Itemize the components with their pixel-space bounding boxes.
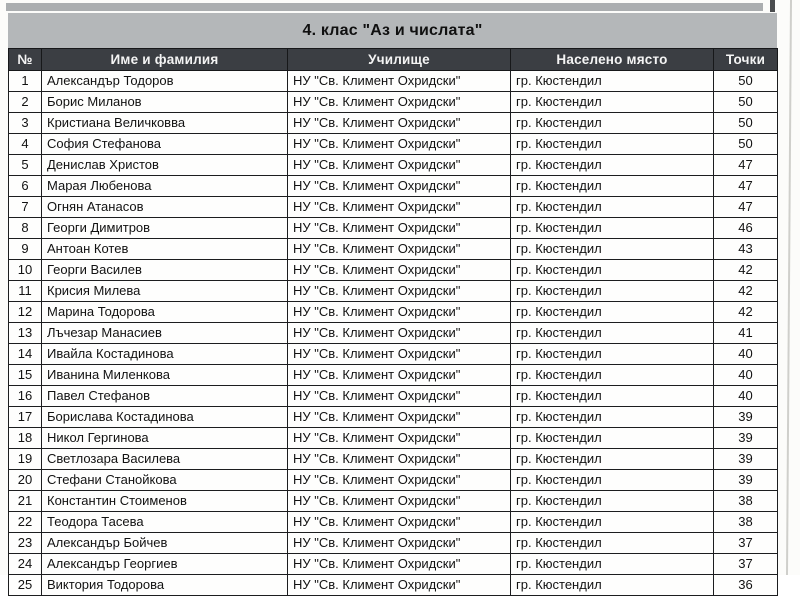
row-number: 1 xyxy=(9,71,42,92)
school: НУ "Св. Климент Охридски" xyxy=(288,323,511,344)
table-row xyxy=(9,386,778,407)
table-row xyxy=(9,302,778,323)
header-name: Име и фамилия xyxy=(42,49,288,71)
table-row xyxy=(9,428,778,449)
settlement: гр. Кюстендил xyxy=(511,554,714,575)
student-name: Павел Стефанов xyxy=(42,386,288,407)
row-number: 17 xyxy=(9,407,42,428)
table-row xyxy=(9,512,778,533)
row-number: 23 xyxy=(9,533,42,554)
table-row xyxy=(9,239,778,260)
table-row xyxy=(9,449,778,470)
row-number: 8 xyxy=(9,218,42,239)
scan-artifact-corner-mark xyxy=(770,0,775,12)
results-table xyxy=(8,48,778,596)
settlement: гр. Кюстендил xyxy=(511,407,714,428)
points: 38 xyxy=(714,512,778,533)
table-row xyxy=(9,176,778,197)
points: 36 xyxy=(714,575,778,596)
school: НУ "Св. Климент Охридски" xyxy=(288,428,511,449)
table-row xyxy=(9,323,778,344)
student-name: Лъчезар Манасиев xyxy=(42,323,288,344)
table-title-bar xyxy=(8,13,777,48)
scan-artifact-top-strip xyxy=(6,3,763,11)
student-name: София Стефанова xyxy=(42,134,288,155)
table-row xyxy=(9,491,778,512)
points: 50 xyxy=(714,113,778,134)
row-number: 11 xyxy=(9,281,42,302)
row-number: 4 xyxy=(9,134,42,155)
school: НУ "Св. Климент Охридски" xyxy=(288,71,511,92)
row-number: 9 xyxy=(9,239,42,260)
points: 39 xyxy=(714,449,778,470)
points: 50 xyxy=(714,134,778,155)
table-title: 4. клас "Аз и числата" xyxy=(302,21,483,39)
student-name: Александър Тодоров xyxy=(42,71,288,92)
table-row xyxy=(9,533,778,554)
table-row xyxy=(9,344,778,365)
row-number: 12 xyxy=(9,302,42,323)
school: НУ "Св. Климент Охридски" xyxy=(288,176,511,197)
table-row xyxy=(9,554,778,575)
points: 46 xyxy=(714,218,778,239)
points: 42 xyxy=(714,302,778,323)
school: НУ "Св. Климент Охридски" xyxy=(288,449,511,470)
table-row xyxy=(9,407,778,428)
settlement: гр. Кюстендил xyxy=(511,71,714,92)
table-row xyxy=(9,575,778,596)
table-row xyxy=(9,113,778,134)
points: 41 xyxy=(714,323,778,344)
student-name: Иванина Миленкова xyxy=(42,365,288,386)
school: НУ "Св. Климент Охридски" xyxy=(288,302,511,323)
settlement: гр. Кюстендил xyxy=(511,113,714,134)
row-number: 25 xyxy=(9,575,42,596)
school: НУ "Св. Климент Охридски" xyxy=(288,260,511,281)
table-header-row xyxy=(9,49,778,71)
points: 50 xyxy=(714,71,778,92)
points: 47 xyxy=(714,176,778,197)
settlement: гр. Кюстендил xyxy=(511,176,714,197)
row-number: 19 xyxy=(9,449,42,470)
header-school: Училище xyxy=(288,49,511,71)
school: НУ "Св. Климент Охридски" xyxy=(288,407,511,428)
header-settlement: Населено място xyxy=(511,49,714,71)
settlement: гр. Кюстендил xyxy=(511,470,714,491)
table-row xyxy=(9,260,778,281)
student-name: Стефани Станойкова xyxy=(42,470,288,491)
student-name: Марина Тодорова xyxy=(42,302,288,323)
row-number: 13 xyxy=(9,323,42,344)
table-row xyxy=(9,92,778,113)
school: НУ "Св. Климент Охридски" xyxy=(288,239,511,260)
row-number: 22 xyxy=(9,512,42,533)
table-row xyxy=(9,197,778,218)
points: 39 xyxy=(714,428,778,449)
header-points: Точки xyxy=(714,49,778,71)
settlement: гр. Кюстендил xyxy=(511,155,714,176)
school: НУ "Св. Климент Охридски" xyxy=(288,386,511,407)
settlement: гр. Кюстендил xyxy=(511,260,714,281)
student-name: Марая Любенова xyxy=(42,176,288,197)
school: НУ "Св. Климент Охридски" xyxy=(288,554,511,575)
student-name: Александър Георгиев xyxy=(42,554,288,575)
table-row xyxy=(9,134,778,155)
row-number: 21 xyxy=(9,491,42,512)
school: НУ "Св. Климент Охридски" xyxy=(288,344,511,365)
settlement: гр. Кюстендил xyxy=(511,218,714,239)
settlement: гр. Кюстендил xyxy=(511,92,714,113)
student-name: Виктория Тодорова xyxy=(42,575,288,596)
row-number: 15 xyxy=(9,365,42,386)
row-number: 2 xyxy=(9,92,42,113)
row-number: 5 xyxy=(9,155,42,176)
row-number: 20 xyxy=(9,470,42,491)
school: НУ "Св. Климент Охридски" xyxy=(288,512,511,533)
points: 38 xyxy=(714,491,778,512)
table-row xyxy=(9,470,778,491)
points: 50 xyxy=(714,92,778,113)
row-number: 24 xyxy=(9,554,42,575)
table-row xyxy=(9,71,778,92)
row-number: 18 xyxy=(9,428,42,449)
student-name: Александър Бойчев xyxy=(42,533,288,554)
school: НУ "Св. Климент Охридски" xyxy=(288,533,511,554)
student-name: Георги Димитров xyxy=(42,218,288,239)
student-name: Крисия Милева xyxy=(42,281,288,302)
school: НУ "Св. Климент Охридски" xyxy=(288,113,511,134)
settlement: гр. Кюстендил xyxy=(511,428,714,449)
points: 39 xyxy=(714,470,778,491)
settlement: гр. Кюстендил xyxy=(511,533,714,554)
header-number: № xyxy=(9,49,42,71)
settlement: гр. Кюстендил xyxy=(511,449,714,470)
settlement: гр. Кюстендил xyxy=(511,491,714,512)
scan-artifact-page-edge xyxy=(786,0,792,575)
settlement: гр. Кюстендил xyxy=(511,386,714,407)
student-name: Борис Миланов xyxy=(42,92,288,113)
points: 37 xyxy=(714,554,778,575)
school: НУ "Св. Климент Охридски" xyxy=(288,281,511,302)
points: 47 xyxy=(714,155,778,176)
school: НУ "Св. Климент Охридски" xyxy=(288,218,511,239)
student-name: Борислава Костадинова xyxy=(42,407,288,428)
student-name: Константин Стоименов xyxy=(42,491,288,512)
table-row xyxy=(9,281,778,302)
student-name: Огнян Атанасов xyxy=(42,197,288,218)
settlement: гр. Кюстендил xyxy=(511,575,714,596)
points: 40 xyxy=(714,365,778,386)
row-number: 16 xyxy=(9,386,42,407)
settlement: гр. Кюстендил xyxy=(511,239,714,260)
points: 43 xyxy=(714,239,778,260)
school: НУ "Св. Климент Охридски" xyxy=(288,491,511,512)
settlement: гр. Кюстендил xyxy=(511,302,714,323)
student-name: Никол Гергинова xyxy=(42,428,288,449)
points: 40 xyxy=(714,344,778,365)
settlement: гр. Кюстендил xyxy=(511,323,714,344)
student-name: Теодора Тасева xyxy=(42,512,288,533)
school: НУ "Св. Климент Охридски" xyxy=(288,134,511,155)
school: НУ "Св. Климент Охридски" xyxy=(288,197,511,218)
school: НУ "Св. Климент Охридски" xyxy=(288,575,511,596)
points: 40 xyxy=(714,386,778,407)
settlement: гр. Кюстендил xyxy=(511,134,714,155)
settlement: гр. Кюстендил xyxy=(511,344,714,365)
row-number: 3 xyxy=(9,113,42,134)
row-number: 14 xyxy=(9,344,42,365)
school: НУ "Св. Климент Охридски" xyxy=(288,365,511,386)
student-name: Светлозара Василева xyxy=(42,449,288,470)
points: 39 xyxy=(714,407,778,428)
student-name: Кристиана Величковва xyxy=(42,113,288,134)
student-name: Георги Василев xyxy=(42,260,288,281)
settlement: гр. Кюстендил xyxy=(511,365,714,386)
school: НУ "Св. Климент Охридски" xyxy=(288,155,511,176)
student-name: Ивайла Костадинова xyxy=(42,344,288,365)
row-number: 7 xyxy=(9,197,42,218)
points: 47 xyxy=(714,197,778,218)
points: 37 xyxy=(714,533,778,554)
student-name: Антоан Котев xyxy=(42,239,288,260)
row-number: 10 xyxy=(9,260,42,281)
table-row xyxy=(9,365,778,386)
row-number: 6 xyxy=(9,176,42,197)
student-name: Денислав Христов xyxy=(42,155,288,176)
settlement: гр. Кюстендил xyxy=(511,281,714,302)
table-body xyxy=(9,71,778,596)
points: 42 xyxy=(714,260,778,281)
settlement: гр. Кюстендил xyxy=(511,512,714,533)
table-row xyxy=(9,218,778,239)
school: НУ "Св. Климент Охридски" xyxy=(288,470,511,491)
points: 42 xyxy=(714,281,778,302)
settlement: гр. Кюстендил xyxy=(511,197,714,218)
table-row xyxy=(9,155,778,176)
school: НУ "Св. Климент Охридски" xyxy=(288,92,511,113)
